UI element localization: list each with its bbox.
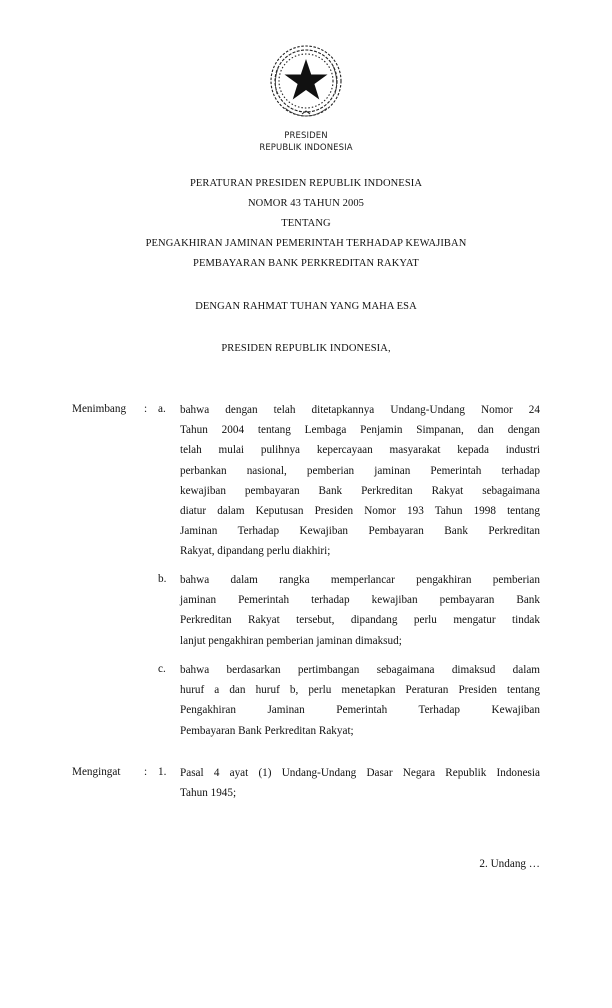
regulation-subject-line1: PENGAKHIRAN JAMINAN PEMERINTAH TERHADAP KEWAJIBAN bbox=[145, 238, 467, 249]
emblem-caption-presiden: PRESIDEN bbox=[284, 131, 328, 141]
paragraph-line: Tahun 2004 tentang Lembaga Penjamin Simpanan, dan dengan bbox=[180, 424, 540, 437]
mengingat-item-1 bbox=[180, 763, 540, 803]
paragraph-line: kewajiban pembayaran Bank Perkreditan Rakyat sebagaimana bbox=[180, 484, 540, 497]
menimbang-item-marker: a. bbox=[158, 403, 166, 415]
paragraph-line: huruf a dan huruf b, perlu menetapkan Peraturan Presiden tentang bbox=[180, 684, 540, 697]
menimbang-item-a bbox=[180, 400, 540, 562]
presidential-emblem-icon bbox=[267, 42, 345, 122]
paragraph-line: bahwa dalam rangka memperlancar pengakhiran pemberian bbox=[180, 574, 540, 586]
paragraph-line: jaminan Pemerintah terhadap kewajiban pembayaran Bank bbox=[180, 594, 540, 607]
regulation-tentang: TENTANG bbox=[281, 218, 331, 229]
preamble-authority: PRESIDEN REPUBLIK INDONESIA, bbox=[221, 343, 391, 354]
mengingat-item-marker: 1. bbox=[158, 766, 167, 778]
paragraph-line: Jaminan Terhadap Kewajiban Pembayaran Bank Perkreditan bbox=[180, 525, 540, 538]
paragraph-line: diatur dalam Keputusan Presiden Nomor 193 Tahun 1998 tentang bbox=[180, 505, 540, 518]
mengingat-label: Mengingat bbox=[72, 766, 121, 778]
menimbang-colon: : bbox=[144, 403, 148, 415]
paragraph-line: bahwa dengan telah ditetapkannya Undang-Undang Nomor 24 bbox=[180, 404, 540, 416]
paragraph-line: perbankan nasional, pemberian jaminan Pemerintah terhadap bbox=[180, 464, 540, 477]
preamble-blessing: DENGAN RAHMAT TUHAN YANG MAHA ESA bbox=[195, 301, 417, 312]
paragraph-line: Pembayaran Bank Perkreditan Rakyat; bbox=[180, 724, 354, 737]
paragraph-line: lanjut pengakhiran pemberian jaminan dimaksud; bbox=[180, 634, 402, 647]
regulation-title: PERATURAN PRESIDEN REPUBLIK INDONESIA bbox=[189, 178, 423, 189]
menimbang-label: Menimbang bbox=[72, 403, 127, 415]
menimbang-item-marker: c. bbox=[158, 663, 166, 675]
regulation-subject-line2: PEMBAYARAN BANK PERKREDITAN RAKYAT bbox=[193, 258, 419, 269]
paragraph-line: Perkreditan Rakyat tersebut, dipandang perlu mengatur tindak bbox=[180, 614, 540, 627]
page-continuation: 2. Undang … bbox=[479, 858, 540, 870]
paragraph-line: Tahun 1945; bbox=[180, 787, 237, 800]
emblem-caption-republik: REPUBLIK INDONESIA bbox=[259, 143, 353, 153]
paragraph-line: bahwa berdasarkan pertimbangan sebagaimana dimaksud dalam bbox=[180, 664, 540, 676]
mengingat-colon: : bbox=[144, 766, 148, 778]
regulation-number: NOMOR 43 TAHUN 2005 bbox=[247, 198, 365, 209]
menimbang-item-b bbox=[180, 570, 540, 651]
menimbang-item-c bbox=[180, 660, 540, 741]
paragraph-line: Pengakhiran Jaminan Pemerintah Terhadap Kewajiban bbox=[180, 704, 540, 717]
menimbang-item-marker: b. bbox=[158, 573, 167, 585]
paragraph-line: Rakyat, dipandang perlu diakhiri; bbox=[180, 545, 331, 558]
paragraph-line: telah mulai pulihnya kepercayaan masyarakat kepada industri bbox=[180, 444, 540, 457]
paragraph-line: Pasal 4 ayat (1) Undang-Undang Dasar Negara Republik Indonesia bbox=[180, 767, 540, 779]
